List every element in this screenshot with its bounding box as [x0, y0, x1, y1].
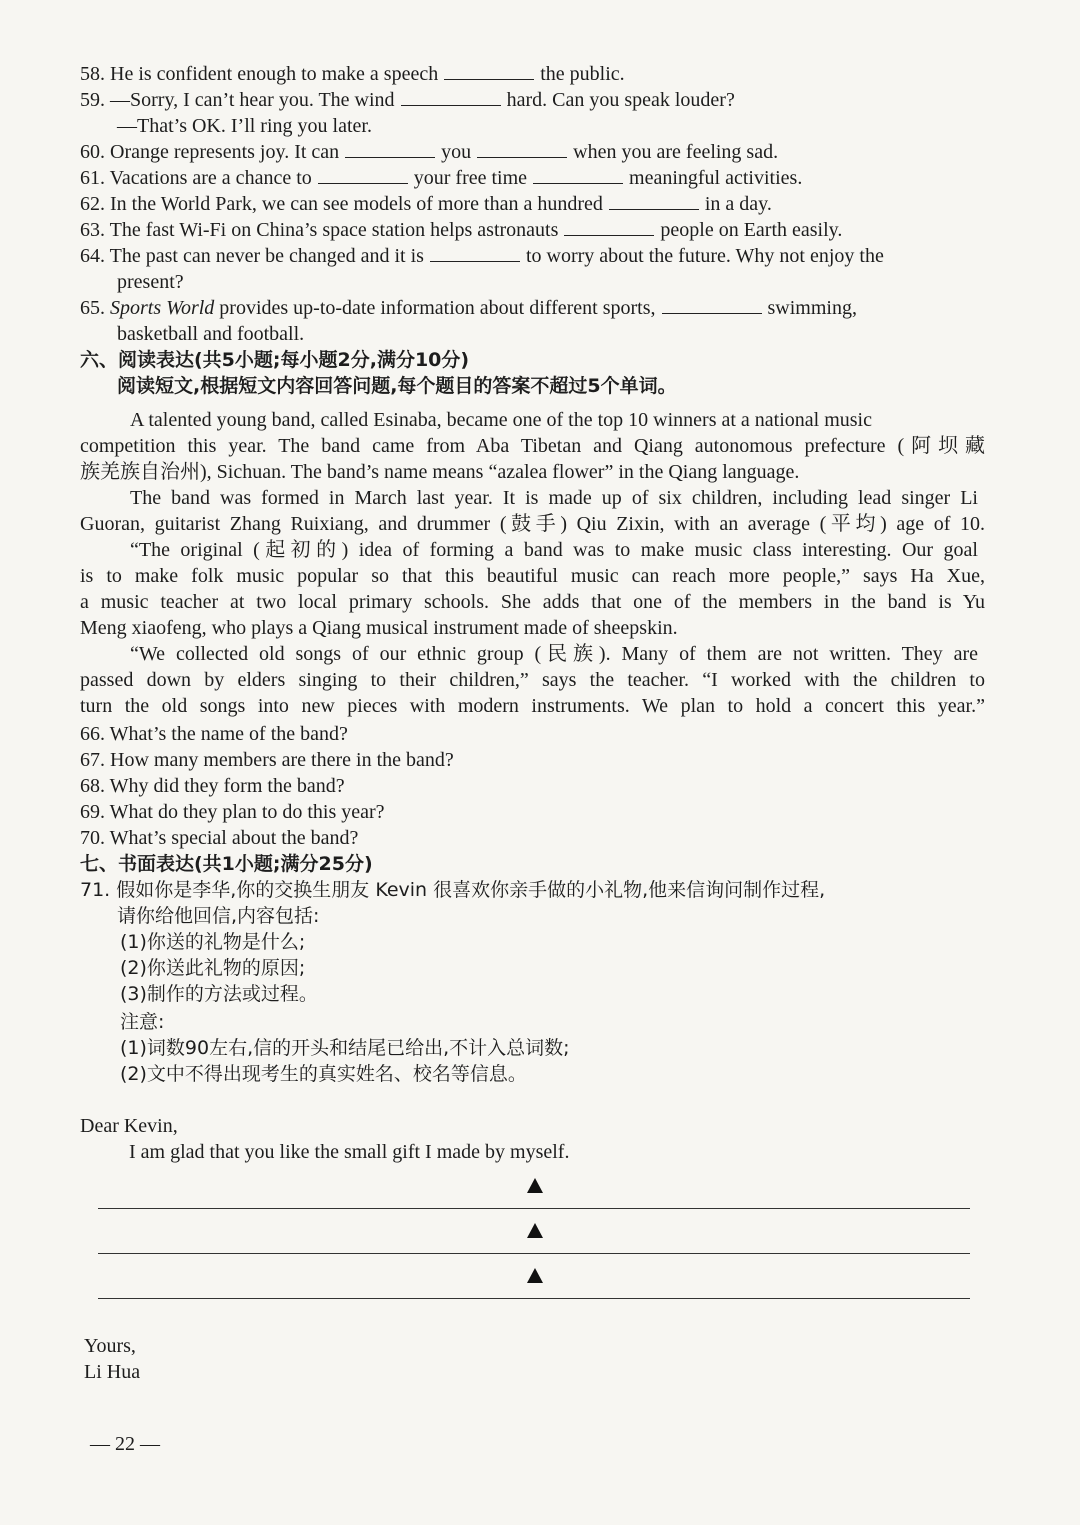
question-71-prompt: 71. 假如你是李华,你的交换生朋友 Kevin 很喜欢你亲手做的小礼物,他来信询问制作过程,	[80, 879, 826, 901]
section-6-heading: 六、阅读表达(共5小题;每小题2分,满分10分)	[80, 349, 470, 371]
question-59-reply: —That’s OK. I’ll ring you later.	[117, 115, 372, 137]
question-67: 67. How many members are there in the band?	[80, 749, 454, 771]
passage-line: is to make folk music popular so that this beautiful music can reach more people,” says Ha Xue,	[80, 565, 985, 587]
passage-line: “We collected old songs of our ethnic group (民族). Many of them are not written. They are	[130, 643, 978, 665]
answer-blank[interactable]	[533, 165, 623, 184]
answer-blank[interactable]	[430, 243, 520, 262]
answer-blank[interactable]	[477, 139, 567, 158]
letter-opening: I am glad that you like the small gift I made by myself.	[129, 1141, 570, 1163]
content-point: (1)你送的礼物是什么;	[120, 931, 306, 953]
page-number: — 22 —	[90, 1433, 160, 1455]
passage-line: passed down by elders singing to their children,” says the teacher. “I worked with the children to	[80, 669, 985, 691]
question-58: 58. He is confident enough to make a speech the public.	[80, 63, 625, 85]
writing-line[interactable]	[98, 1208, 970, 1209]
answer-blank[interactable]	[444, 61, 534, 80]
question-64-continued: present?	[117, 271, 184, 293]
content-point: (3)制作的方法或过程。	[120, 983, 318, 1005]
passage-line: “The original (起初的) idea of forming a band was to make music class interesting. Our goal	[130, 539, 978, 561]
answer-blank[interactable]	[564, 217, 654, 236]
question-63: 63. The fast Wi-Fi on China’s space station helps astronauts people on Earth easily.	[80, 219, 843, 241]
writing-line[interactable]	[98, 1298, 970, 1299]
question-60: 60. Orange represents joy. It can you when you are feeling sad.	[80, 141, 779, 163]
passage-line: a music teacher at two local primary schools. She adds that one of the members in the band is Yu	[80, 591, 985, 613]
passage-line: Guoran, guitarist Zhang Ruixiang, and drummer (鼓手) Qiu Zixin, with an average (平均) age of 10.	[80, 513, 985, 535]
passage-line: competition this year. The band came from Aba Tibetan and Qiang autonomous prefecture (阿坝藏	[80, 435, 985, 457]
answer-blank[interactable]	[401, 87, 501, 106]
triangle-marker-icon	[527, 1178, 543, 1193]
answer-blank[interactable]	[318, 165, 408, 184]
question-66: 66. What’s the name of the band?	[80, 723, 348, 745]
passage-line: 族羌族自治州), Sichuan. The band’s name means “azalea flower” in the Qiang language.	[80, 461, 800, 483]
answer-blank[interactable]	[662, 295, 762, 314]
triangle-marker-icon	[527, 1223, 543, 1238]
letter-signature: Li Hua	[84, 1361, 141, 1383]
question-65-continued: basketball and football.	[117, 323, 305, 345]
question-71-prompt-continued: 请你给他回信,内容包括:	[117, 905, 320, 927]
answer-blank[interactable]	[609, 191, 699, 210]
question-68: 68. Why did they form the band?	[80, 775, 345, 797]
passage-line: The band was formed in March last year. It is made up of six children, including lead singer Li	[130, 487, 978, 509]
note-label: 注意:	[120, 1011, 165, 1033]
letter-greeting: Dear Kevin,	[80, 1115, 178, 1137]
question-65: 65. Sports World provides up-to-date information about different sports, swimming,	[80, 297, 857, 319]
section-6-instruction: 阅读短文,根据短文内容回答问题,每个题目的答案不超过5个单词。	[117, 375, 677, 397]
passage-line: A talented young band, called Esinaba, became one of the top 10 winners at a national music	[130, 409, 872, 431]
note-item: (2)文中不得出现考生的真实姓名、校名等信息。	[120, 1063, 527, 1085]
question-70: 70. What’s special about the band?	[80, 827, 359, 849]
question-59: 59. —Sorry, I can’t hear you. The wind hard. Can you speak louder?	[80, 89, 735, 111]
passage-line: turn the old songs into new pieces with modern instruments. We plan to hold a concert this year.”	[80, 695, 985, 717]
answer-blank[interactable]	[345, 139, 435, 158]
triangle-marker-icon	[527, 1268, 543, 1283]
question-61: 61. Vacations are a chance to your free time meaningful activities.	[80, 167, 803, 189]
content-point: (2)你送此礼物的原因;	[120, 957, 306, 979]
question-62: 62. In the World Park, we can see models of more than a hundred in a day.	[80, 193, 772, 215]
section-7-heading: 七、书面表达(共1小题;满分25分)	[80, 853, 373, 875]
note-item: (1)词数90左右,信的开头和结尾已给出,不计入总词数;	[120, 1037, 570, 1059]
letter-closing: Yours,	[84, 1335, 136, 1357]
writing-line[interactable]	[98, 1253, 970, 1254]
question-69: 69. What do they plan to do this year?	[80, 801, 385, 823]
passage-line: Meng xiaofeng, who plays a Qiang musical instrument made of sheepskin.	[80, 617, 678, 639]
question-64: 64. The past can never be changed and it is to worry about the future. Why not enjoy the	[80, 245, 884, 267]
